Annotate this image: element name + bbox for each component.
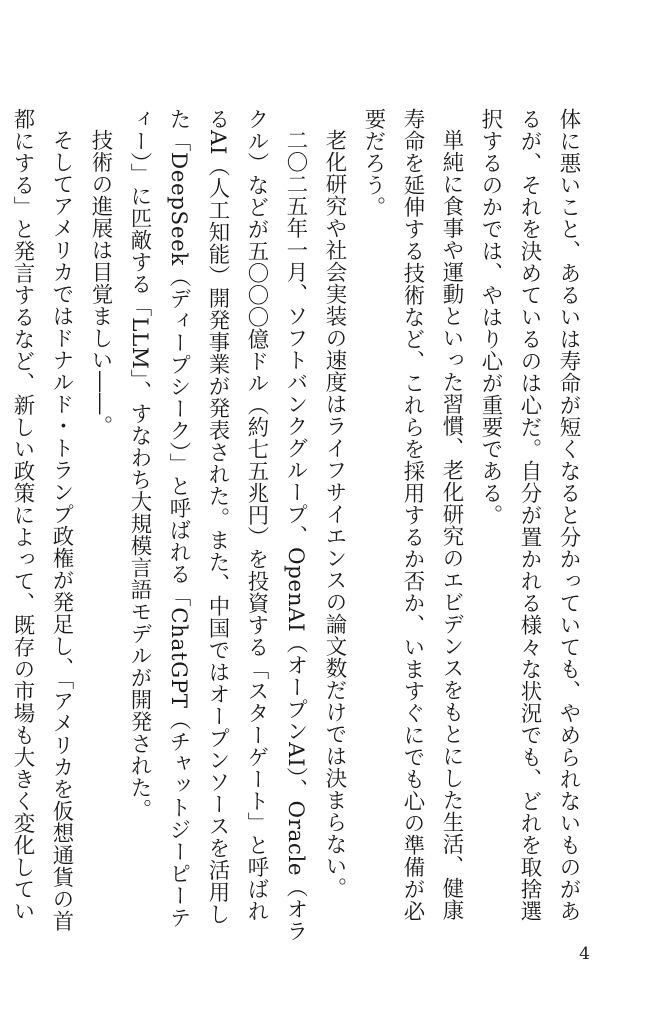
vertical-text-body [0,108,588,943]
paragraph-3: 老化研究や社会実装の速度はライフサイエンスの論文数だけでは決まらない。 [322,129,347,900]
paragraph-4: 二〇二五年一月、ソフトバンクグループ、OpenAI（オープンAI）、Oracle（オラクル）などが五〇〇〇億ドル（約七五兆円）を投資する「スターゲート」と呼ばれるAI（人工知能）開発事業が発表された。また、中国ではオープンソースを活用した「DeepSeek（ディープシーク）」と呼ばれる「ChatGPT（チャットジーピーティー）」に匹敵する「LLM」、すなわち大規模言語モデルが開発された。 [127,108,308,943]
paragraph-2: 単純に食事や運動といった習慣、老化研究のエビデンスをもとにした生活、健康寿命を延伸する技術など、これらを採用するか否か、いますぐにでも心の準備が必要だろう。 [361,108,464,922]
paragraph-5: 技術の進展は目覚ましい――。 [88,129,113,438]
page-number: 4 [579,944,590,964]
paragraph-1: 体に悪いこと、あるいは寿命が短くなると分かっていても、やめられないものがあるが、それを決めているのは心だ。自分が置かれる様々な状況でも、どれを取捨選択するのかでは、やはり心が重要である。 [478,108,581,922]
paragraph-6: そしてアメリカではドナルド・トランプ政権が発足し、「アメリカを仮想通貨の首都にする」と発言するなど、新しい政策によって、既存の市場も大きく変化してい [10,108,74,933]
